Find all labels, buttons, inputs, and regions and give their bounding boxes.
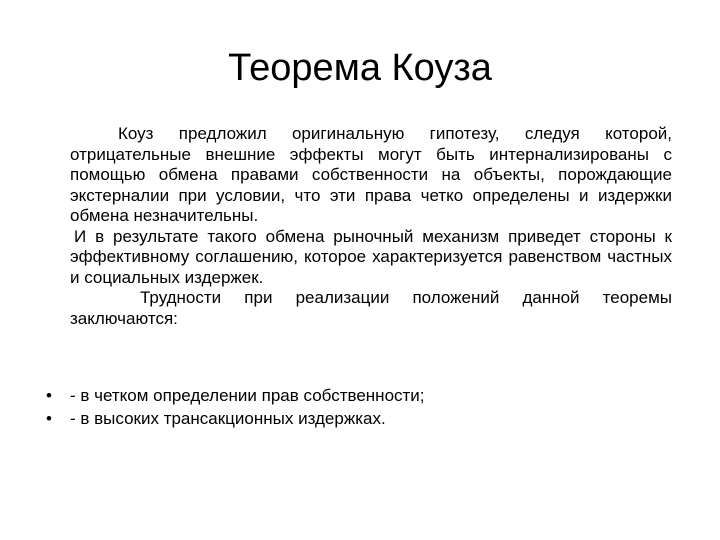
paragraph-hypothesis: Коуз предложил оригинальную гипотезу, следуя которой, отрицательные внешние эффекты могут быть интернализированы с помощью обмена правами собственности на объекты, порождающие экстерналии при условии, что эти права четко определены и издержки обмена незначительны. [70,124,672,225]
bullet-text: - в высоких трансакционных издержках. [70,409,386,428]
slide-title: Теорема Коуза [228,47,492,89]
bullet-list [0,384,720,430]
bullet-item [0,407,720,430]
bullet-icon: • [46,409,52,428]
bullet-text: - в четком определении прав собственности; [70,386,425,405]
paragraph-result: И в результате такого обмена рыночный механизм приведет стороны к эффективному соглашению, которое характеризуется равенством частных и социальных издержек. [70,226,672,287]
bullet-icon: • [46,386,52,405]
bullet-item [0,384,720,407]
paragraph-difficulties: Трудности при реализации положений данной теоремы заключаются: [70,288,672,328]
slide-body [70,124,672,329]
